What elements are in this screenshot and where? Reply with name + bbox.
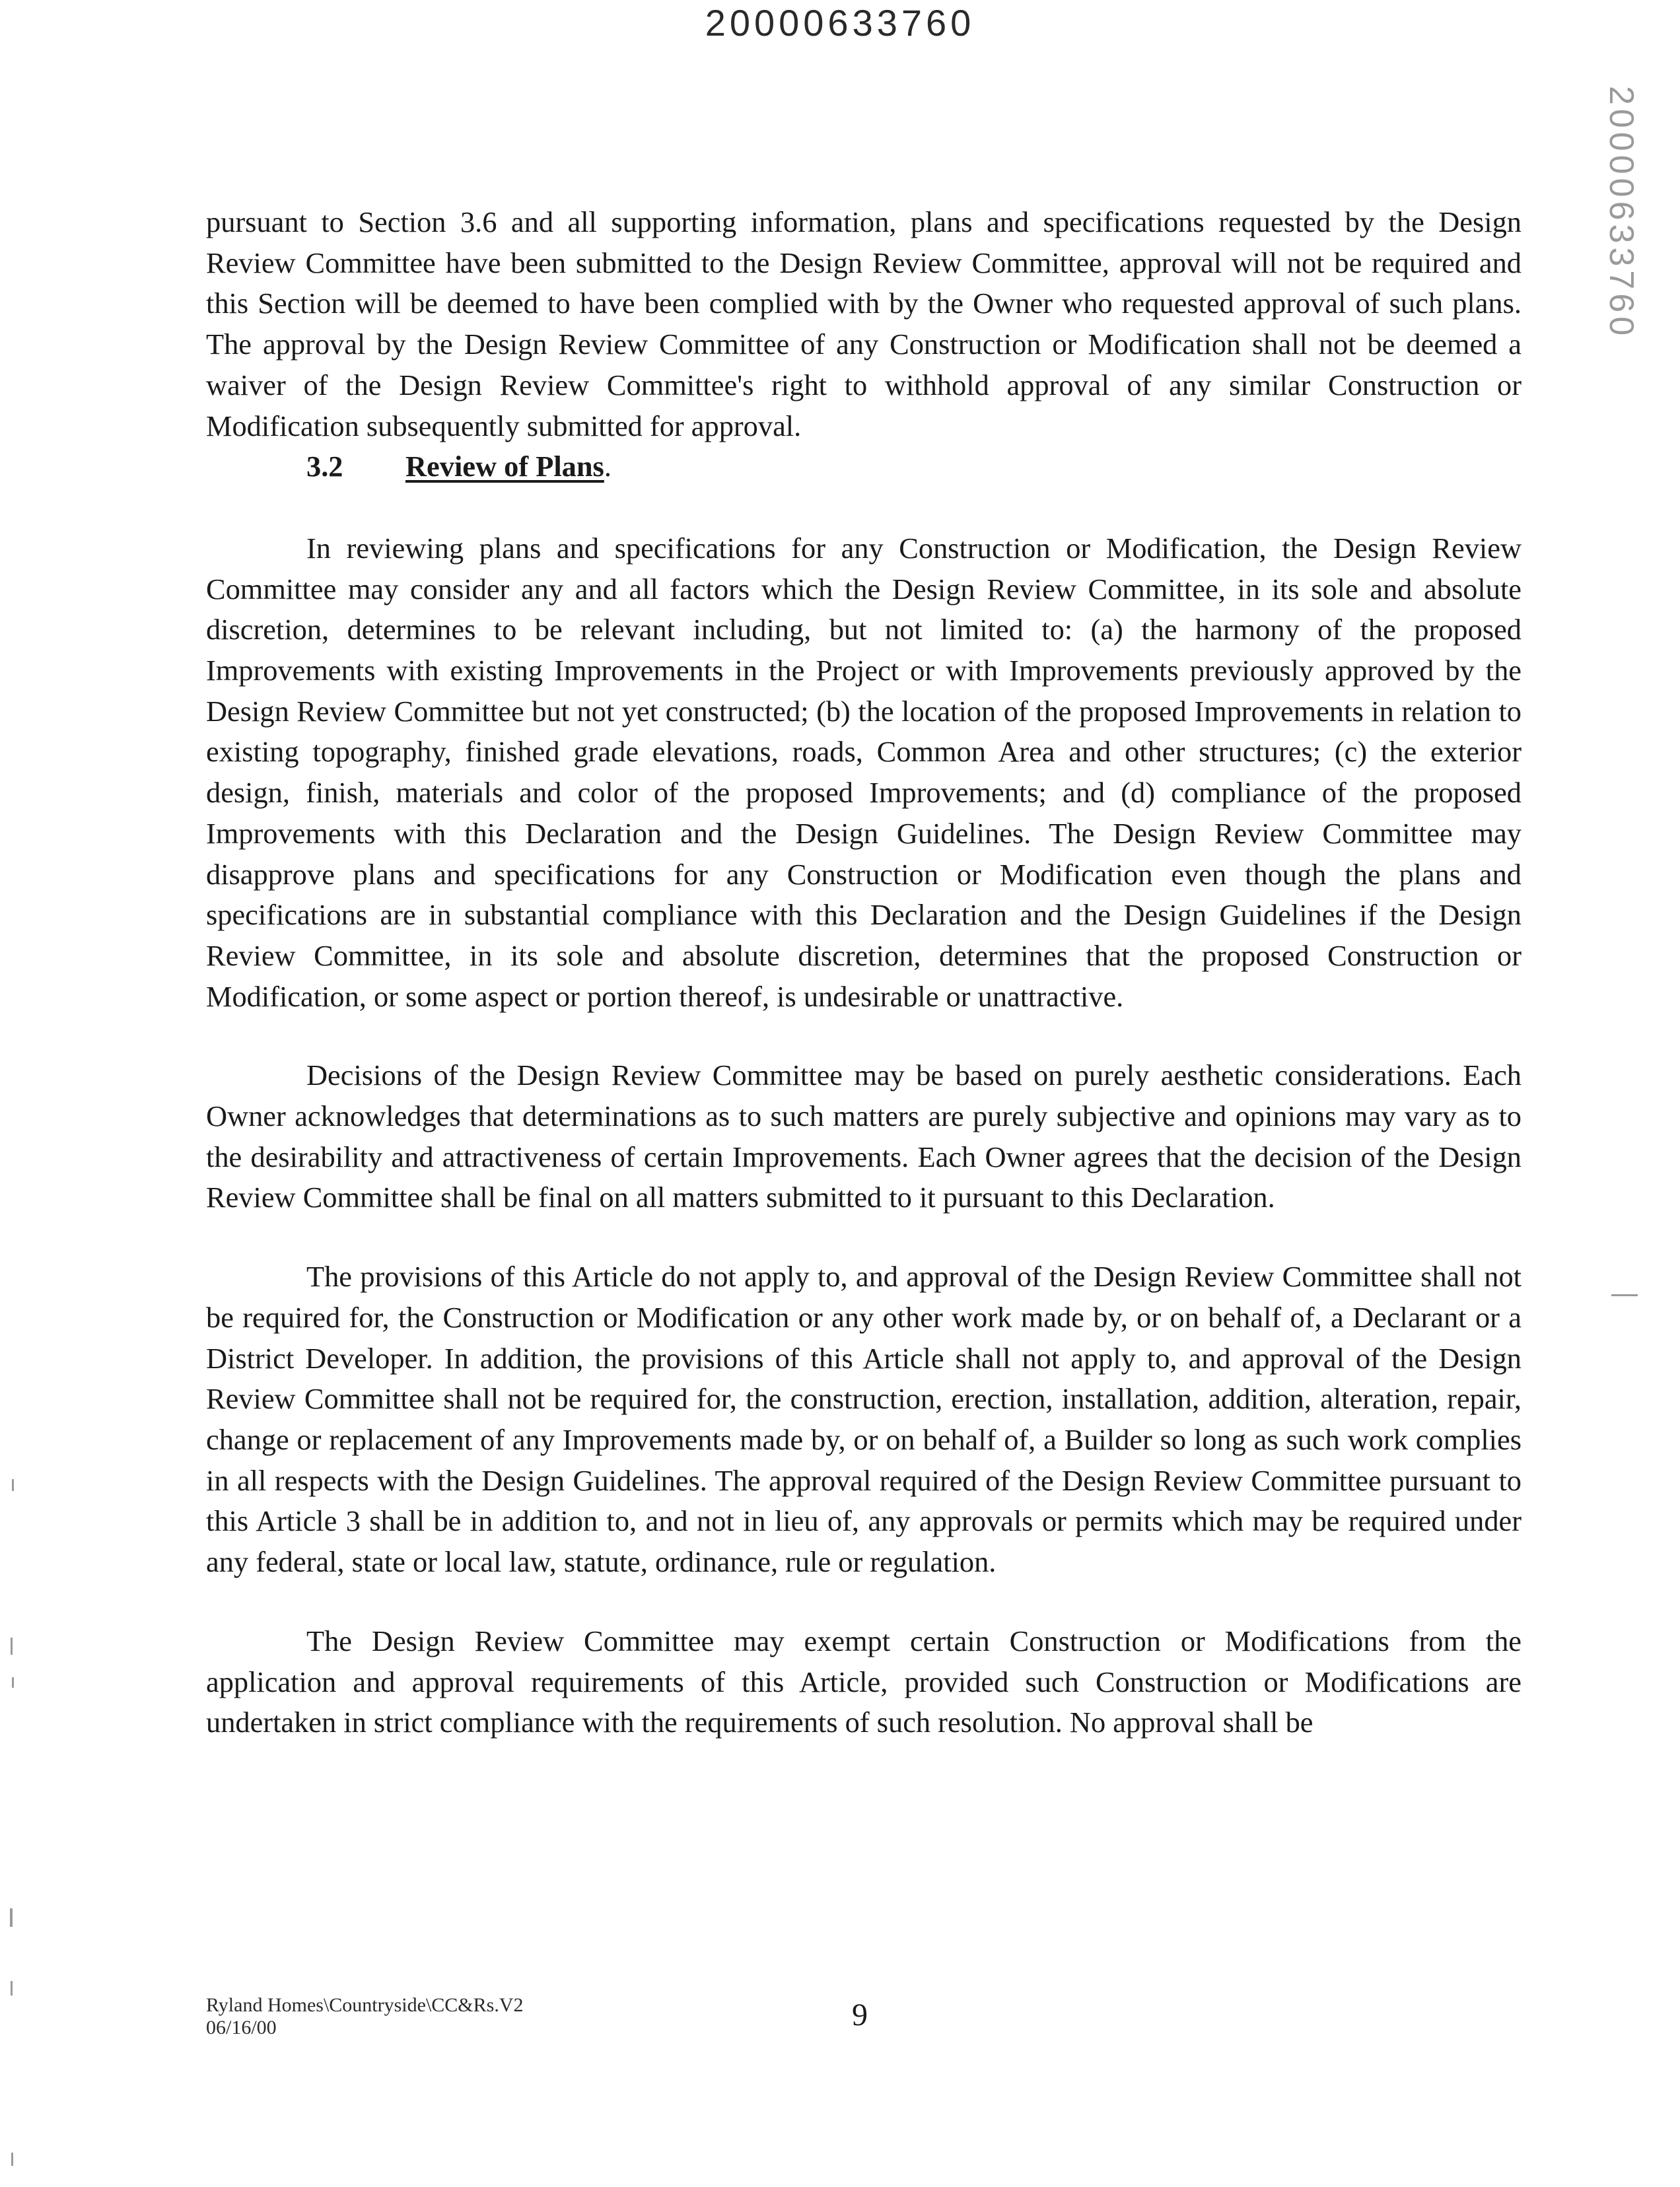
scan-speck [11,1981,13,1996]
scan-speck [12,1677,14,1688]
scan-speck [11,1638,13,1655]
page-number: 9 [852,1997,868,2032]
section-title: Review of Plans [405,450,604,483]
paragraph-review-factors: In reviewing plans and specifications for any Construction or Modification, the Design Review Committee may consider any and all factors which the Design Review Committee, in its sole and absolute discretion, determines to be relevant including, but not limited to: (a) the harmony of the proposed Improvements with existing Improvements in the Project or with Improvements previously approved by the Design Review Committee but not yet constructed; (b) the location of the proposed Improvements in relation to existing topography, finished grade elevations, roads, Common Area and other structures; (c) the exterior design, finish, materials and color of the proposed Improvements; and (d) compliance of the proposed Improvements with this Declaration and the Design Guidelines. The Design Review Committee may disapprove plans and specifications for any Construction or Modification even though the plans and specifications are in substantial compliance with this Declaration and the Design Guidelines if the Design Review Committee, in its sole and absolute discretion, determines that the proposed Construction or Modification, or some aspect or portion thereof, is undesirable or unattractive. [206,531,1522,1013]
footer-file-path: Ryland Homes\Countryside\CC&Rs.V2 [206,1994,524,2016]
page-body [206,202,1522,1743]
section-number: 3.2 [306,450,343,483]
scan-speck [1611,1294,1638,1296]
scan-speck [12,1479,14,1491]
document-number: 20000633760 [705,2,975,44]
footer-date: 06/16/00 [206,2017,277,2038]
paragraph-continued: pursuant to Section 3.6 and all supporting information, plans and specifications requested by the Design Review Committee have been submitted to the Design Review Committee, approval will not be required and this Section will be deemed to have been complied with by the Owner who requested approval of such plans. The approval by the Design Review Committee of any Construction or Modification shall not be deemed a waiver of the Design Review Committee's right to withhold approval of any similar Construction or Modification subsequently submitted for approval. [206,205,1522,442]
paragraph-aesthetic-decisions: Decisions of the Design Review Committee may be based on purely aesthetic considerations. Each Owner acknowledges that determinations as to such matters are purely subjective and opinions may vary as to the desirability and attractiveness of certain Improvements. Each Owner agrees that the decision of the Design Review Committee shall be final on all matters submitted to it pursuant to this Declaration. [206,1059,1522,1214]
footer-file-info [206,1994,523,2039]
paragraph-exempt-resolution: The Design Review Committee may exempt certain Construction or Modifications from the application and approval requirements of this Article, provided such Construction or Modifications are undertaken in strict compliance with the requirements of such resolution. No approval shall be [206,1624,1522,1739]
scan-speck [10,1908,13,1927]
section-heading [206,446,1522,487]
side-stamp: 20000633760 [1602,86,1640,340]
scan-speck [11,2153,13,2166]
section-title-period: . [604,450,612,483]
paragraph-article-exemptions: The provisions of this Article do not apply to, and approval of the Design Review Committee shall not be required for, the Construction or Modification or any other work made by, or on behalf of, a Declarant or a District Developer. In addition, the provisions of this Article shall not apply to, and approval of the Design Review Committee shall not be required for, the construction, erection, installation, addition, alteration, repair, change or replacement of any Improvements made by, or on behalf of, a Builder so long as such work complies in all respects with the Design Guidelines. The approval required of the Design Review Committee pursuant to this Article 3 shall be in addition to, and not in lieu of, any approvals or permits which may be required under any federal, state or local law, statute, ordinance, rule or regulation. [206,1260,1522,1579]
